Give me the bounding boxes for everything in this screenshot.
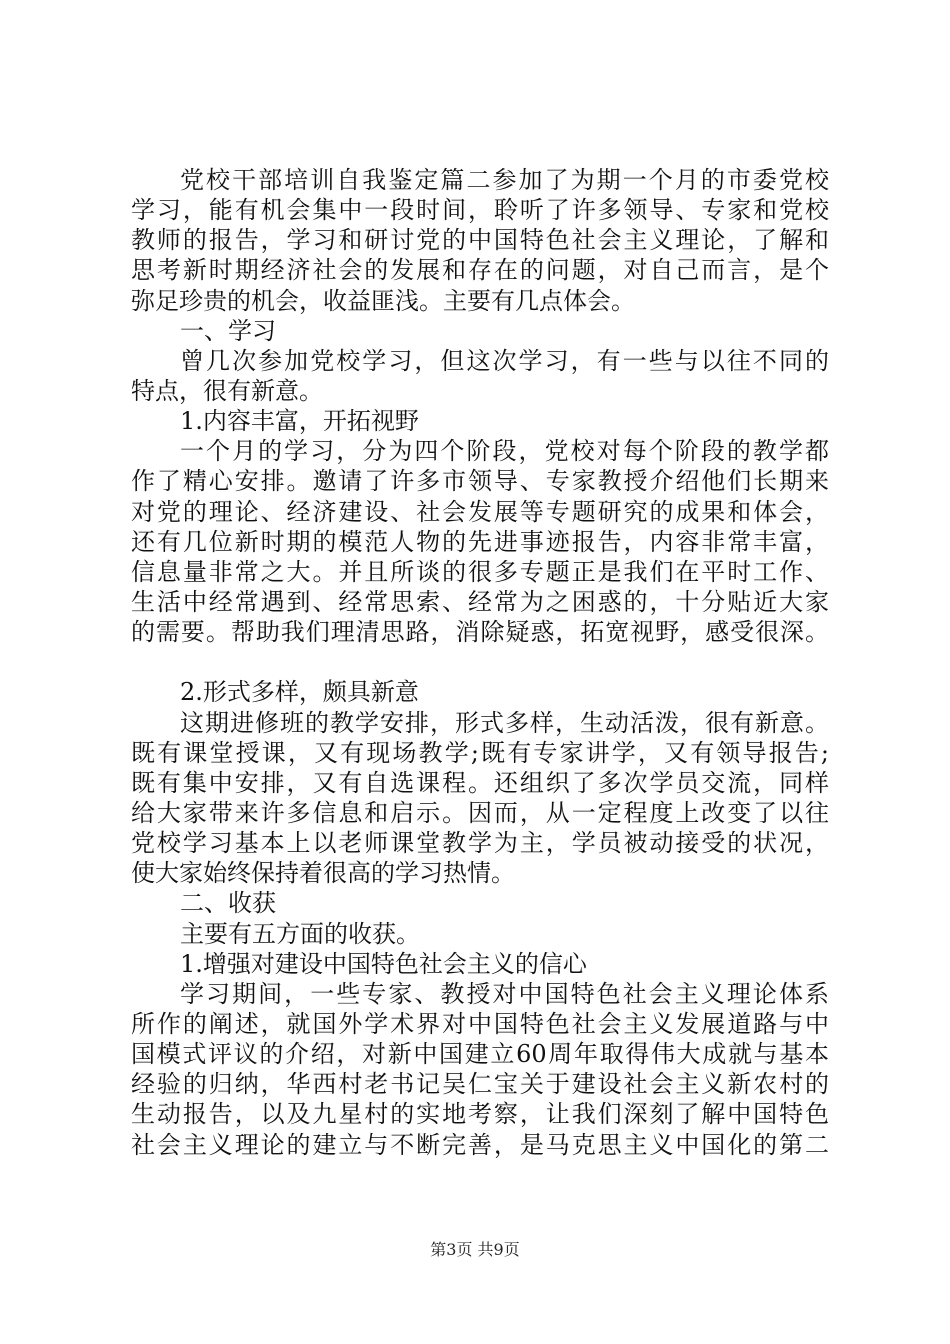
text-line: 1.增强对建设中国特色社会主义的信心 [180,949,587,978]
text-line: 一个月的学习，分为四个阶段，党校对每个阶段的教学都 [180,437,829,466]
blank-line [131,647,829,677]
text-line: 2.形式多样，颇具新意 [180,678,419,707]
text-line: 对党的理论、经济建设、社会发展等专题研究的成果和体会， [131,497,829,526]
text-line: 党校干部培训自我鉴定篇二参加了为期一个月的市委党校 [180,166,829,194]
text-line: 学习期间，一些专家、教授对中国特色社会主义理论体系 [180,979,829,1008]
text-line: 一、学习 [180,316,276,345]
text-line: 经验的归纳，华西村老书记吴仁宝关于建设社会主义新农村的 [131,1070,829,1099]
text-line: 思考新时期经济社会的发展和存在的问题，对自己而言，是个 [131,256,829,285]
text-line: 信息量非常之大。并且所谈的很多专题正是我们在平时工作、 [131,557,829,586]
text-line: 给大家带来许多信息和启示。因而，从一定程度上改变了以往 [131,798,829,827]
text-line: 所作的阐述，就国外学术界对中国特色社会主义发展道路与中 [131,1009,829,1038]
text-line: 的需要。帮助我们理清思路，消除疑惑，拓宽视野，感受很深。 [131,618,829,647]
text-line: 既有集中安排，又有自选课程。还组织了多次学员交流，同样 [131,768,829,797]
text-line: 教师的报告，学习和研讨党的中国特色社会主义理论，了解和 [131,226,829,255]
text-line: 主要有五方面的收获。 [180,919,420,948]
text-line: 1.内容丰富，开拓视野 [180,407,419,436]
page-footer: 第3页 共9页 [430,1240,520,1259]
text-line: 曾几次参加党校学习，但这次学习，有一些与以往不同的 [180,346,829,375]
document-body [131,165,829,1160]
text-line: 生活中经常遇到、经常思索、经常为之困惑的，十分贴近大家 [131,587,829,616]
text-line: 作了精心安排。邀请了许多市领导、专家教授介绍他们长期来 [131,467,829,496]
text-line: 社会主义理论的建立与不断完善，是马克思主义中国化的第二 [131,1130,829,1159]
text-line: 还有几位新时期的模范人物的先进事迹报告，内容非常丰富， [131,527,829,556]
text-line: 二、收获 [180,889,276,918]
text-line: 学习，能有机会集中一段时间，聆听了许多领导、专家和党校 [131,196,829,225]
text-line: 国模式评议的介绍，对新中国建立60周年取得伟大成就与基本 [131,1040,829,1069]
text-line: 生动报告，以及九星村的实地考察，让我们深刻了解中国特色 [131,1100,829,1129]
text-line: 既有课堂授课，又有现场教学;既有专家讲学，又有领导报告; [131,738,829,767]
text-line: 弥足珍贵的机会，收益匪浅。主要有几点体会。 [131,286,635,315]
text-line: 这期进修班的教学安排，形式多样，生动活泼，很有新意。 [180,708,829,737]
text-line: 使大家始终保持着很高的学习热情。 [131,859,515,888]
text-line: 特点，很有新意。 [131,376,323,405]
text-line: 党校学习基本上以老师课堂教学为主，学员被动接受的状况， [131,829,829,858]
